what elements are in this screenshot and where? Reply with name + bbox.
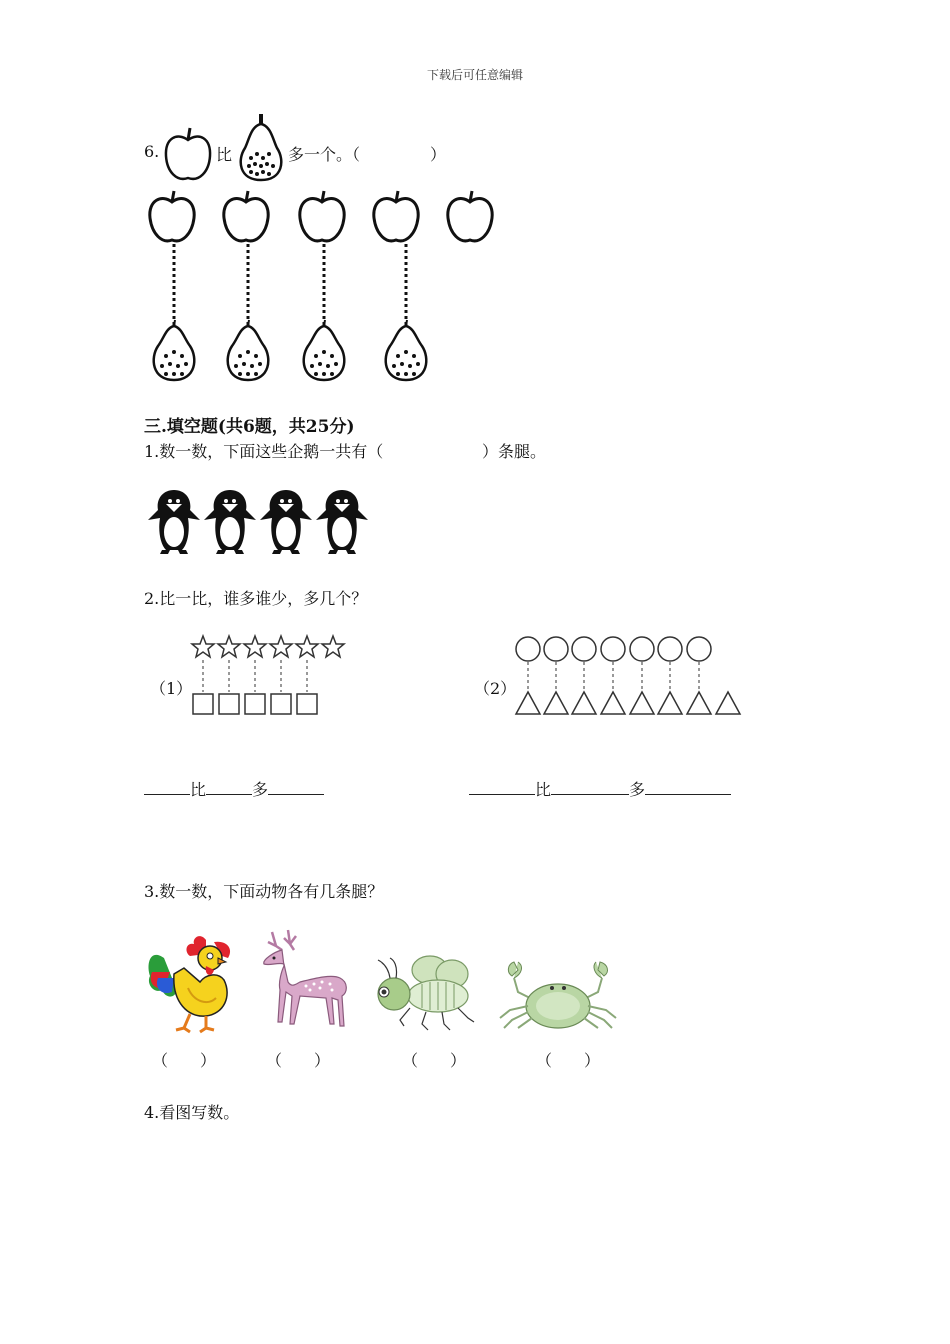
p2-text: 2.比一比，谁多谁少，多几个？ [144,589,368,608]
crab-icon [496,958,620,1034]
apple-icon [163,126,213,184]
blank-1a[interactable] [144,780,190,795]
p3-text: 3.数一数，下面动物各有几条腿？ [144,882,384,901]
rooster-icon [144,928,238,1034]
p2-fill-line-2 [469,777,731,800]
blank-2a[interactable] [469,780,535,795]
p2-part1-label: （1） [150,679,193,698]
penguins-figure [146,486,374,558]
q6-number: 6. [144,142,160,161]
p1-text-b: ）条腿。 [482,442,547,461]
p4-text: 4.看图写数。 [144,1103,240,1122]
p1-text-a: 1.数一数，下面这些企鹅一共有（ [144,442,384,461]
blank-1c[interactable] [268,780,324,795]
circles-triangles-figure [512,634,748,720]
q6-word-more: 多一个。（ [288,145,361,164]
fill1-bi: 比 [190,780,207,799]
rooster-answer[interactable]: （ ） [152,1051,217,1070]
apple-1 [150,191,194,241]
fill1-duo: 多 [252,780,269,799]
stars-squares-figure [190,634,350,720]
pear-icon [235,114,287,184]
q6-word-bi: 比 [216,145,233,164]
apple-pear-matching-figure [144,188,500,384]
crab-answer[interactable]: （ ） [536,1051,601,1070]
blank-2c[interactable] [645,780,731,795]
deer-answer[interactable]: （ ） [266,1051,331,1070]
blank-1b[interactable] [206,780,252,795]
page-header-note: 下载后可任意编辑 [426,68,523,82]
fill2-duo: 多 [629,780,646,799]
deer-icon [260,926,352,1030]
blank-2b[interactable] [551,780,629,795]
p2-part2-label: （2） [474,679,517,698]
fill2-bi: 比 [535,780,552,799]
insect-icon [370,952,482,1032]
p2-fill-line-1 [144,777,324,800]
section-3-title: 三.填空题(共6题，共25分) [144,417,355,437]
q6-close-paren: ） [430,145,447,164]
insect-answer[interactable]: （ ） [402,1051,467,1070]
